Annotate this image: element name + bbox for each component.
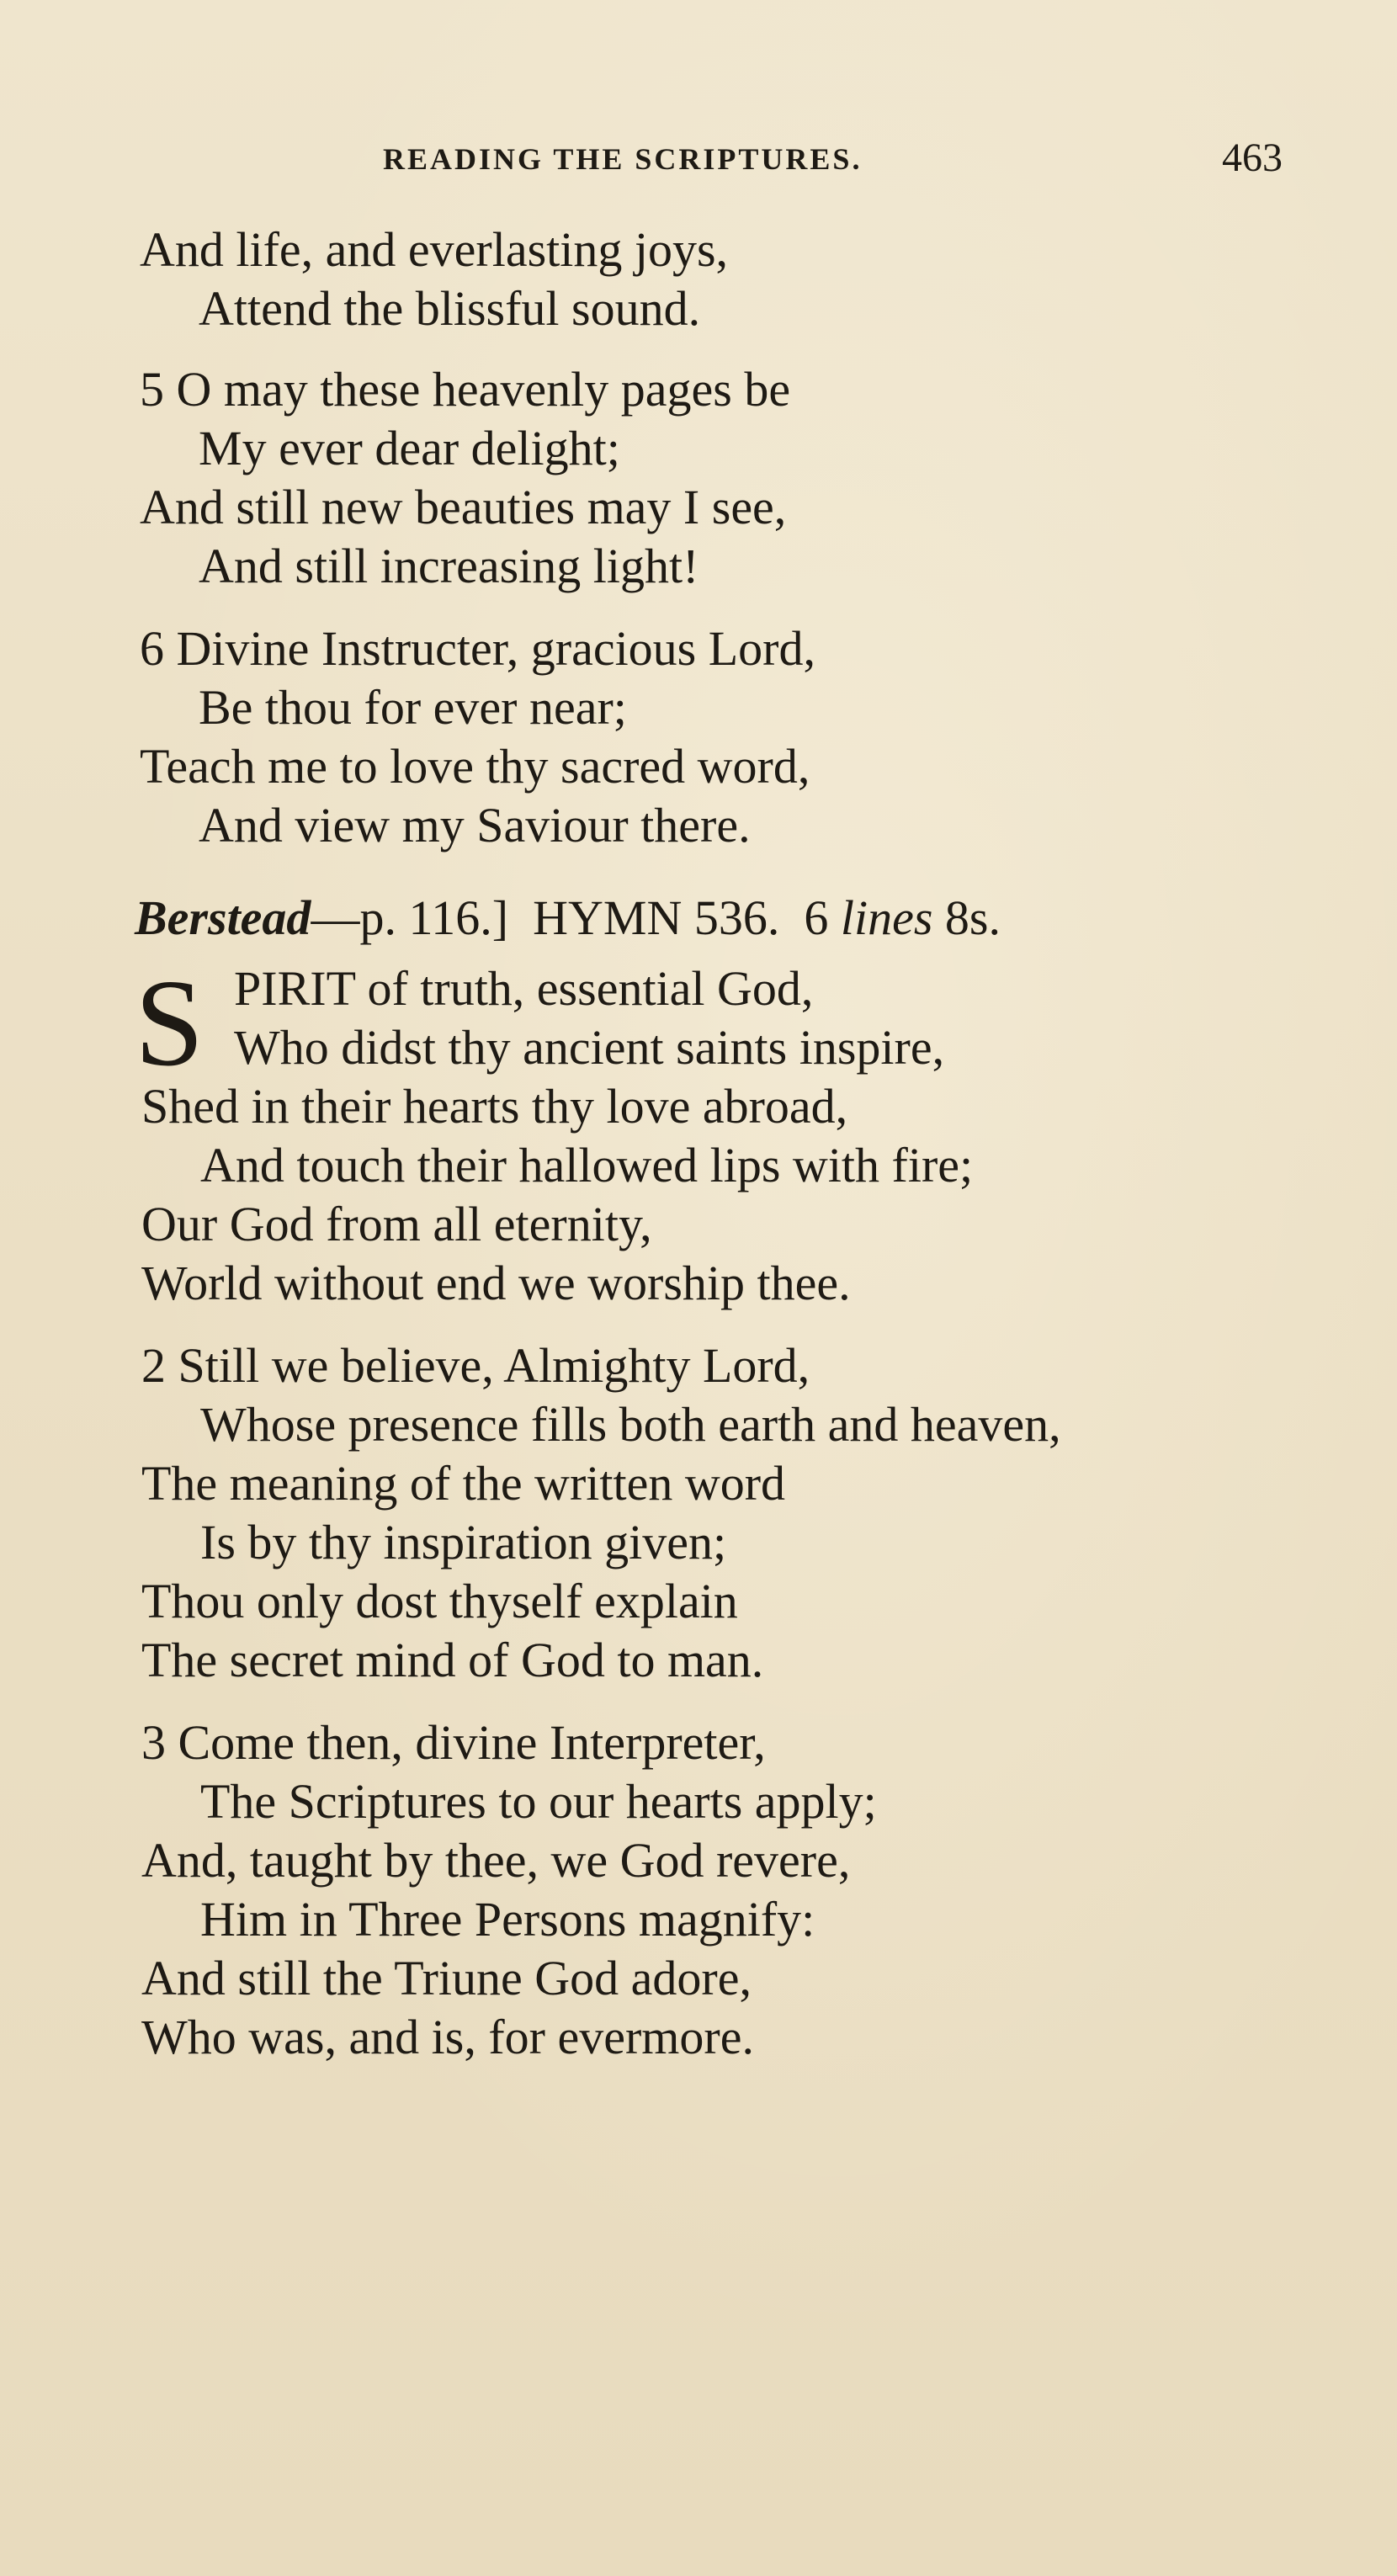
verse-line: Who was, and is, for evermore. [141,2010,754,2064]
page-number: 463 [1222,135,1283,180]
verse-line: World without end we worship thee. [141,1256,851,1310]
verse-line: My ever dear delight; [199,421,620,475]
verse-line: And touch their hallowed lips with fire; [200,1138,974,1192]
verse-line: PIRIT of truth, essential God, [234,961,814,1016]
verse-line: The secret mind of God to man. [141,1633,764,1687]
verse-line: 5 O may these heavenly pages be [140,362,791,417]
verse-line: Shed in their hearts thy love abroad, [141,1079,848,1134]
verse-line: And still new beauties may I see, [140,480,787,534]
running-head: READING THE SCRIPTURES. [383,142,863,176]
tune-reference: —p. 116.] [311,890,509,945]
hymn-number: HYMN 536. [533,890,780,945]
verse-line: And still increasing light! [199,539,699,593]
verse-line: Is by thy inspiration given; [200,1515,727,1570]
meter-count: 6 [804,890,829,945]
verse-line: Be thou for ever near; [199,680,627,735]
hymn-header [135,890,1001,946]
verse-line: Him in Three Persons magnify: [200,1892,815,1947]
meter: 8s. [944,890,1001,945]
verse-line: Attend the blissful sound. [199,281,701,336]
verse-line: Thou only dost thyself explain [141,1574,738,1628]
tune-name: Berstead [135,890,311,945]
verse-line: 3 Come then, divine Interpreter, [141,1715,766,1770]
verse-line: The meaning of the written word [141,1456,786,1511]
verse-line: The Scriptures to our hearts apply; [200,1774,877,1829]
verse-line: Whose presence fills both earth and heaven, [200,1397,1061,1452]
verse-line: And life, and everlasting joys, [140,222,729,277]
meter-word: lines [840,890,933,945]
verse-line: And, taught by thee, we God revere, [141,1833,851,1888]
verse-line: Teach me to love thy sacred word, [140,739,810,794]
verse-line: 2 Still we believe, Almighty Lord, [141,1338,810,1393]
verse-line: And still the Triune God adore, [141,1951,752,2005]
verse-line: And view my Saviour there. [199,798,751,852]
verse-line: 6 Divine Instructer, gracious Lord, [140,621,815,676]
verse-line: Who didst thy ancient saints inspire, [234,1020,945,1075]
verse-line: Our God from all eternity, [141,1197,652,1251]
drop-cap: S [135,954,205,1092]
